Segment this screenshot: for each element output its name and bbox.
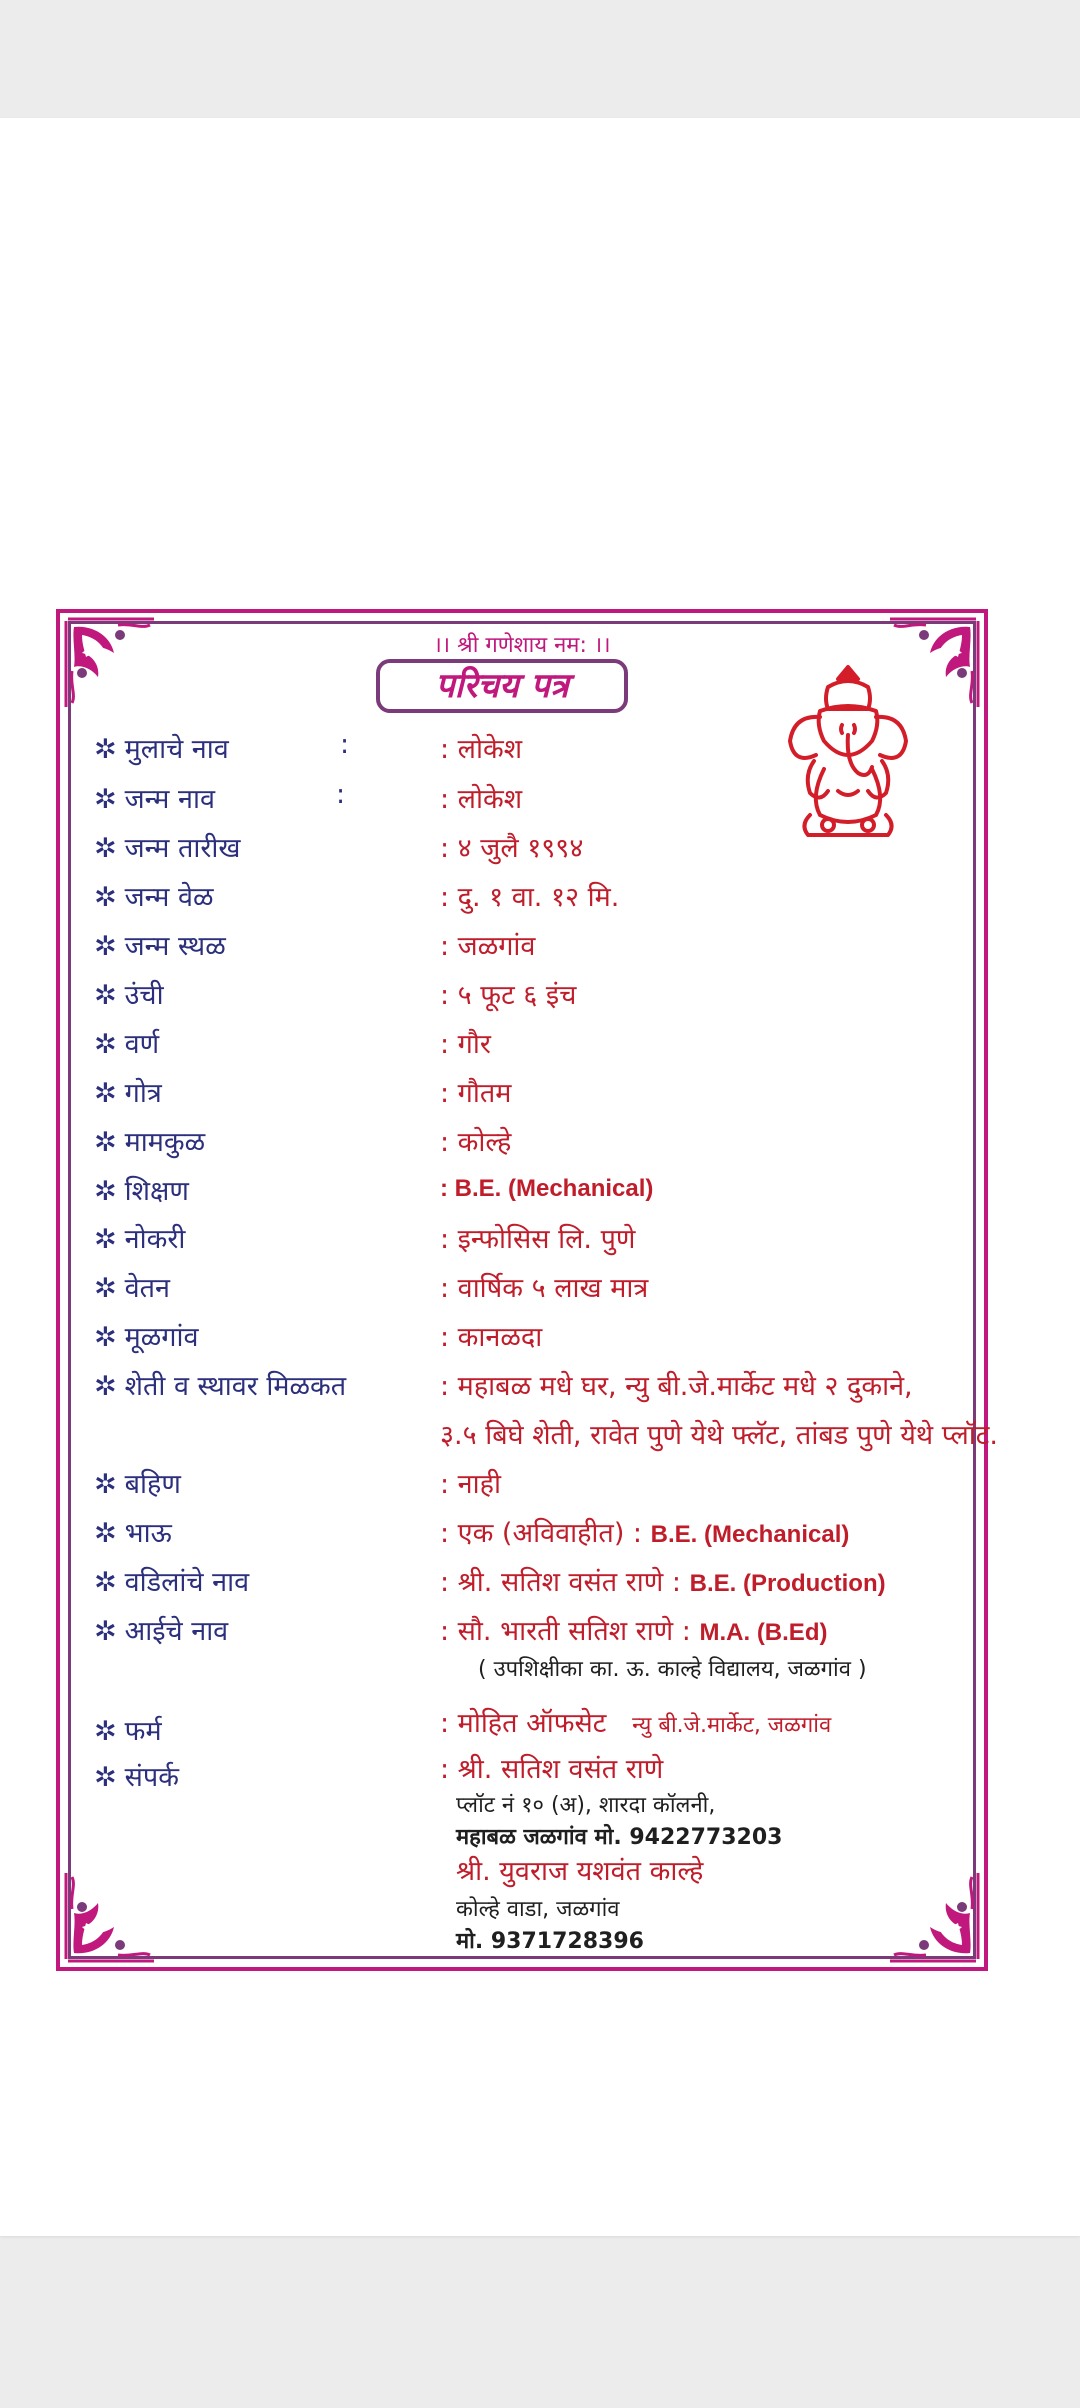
field-label: आईचे नाव bbox=[124, 1616, 229, 1647]
star-icon: ✲ bbox=[94, 1127, 117, 1158]
star-icon: ✲ bbox=[94, 882, 117, 913]
introduction-card bbox=[56, 609, 998, 1971]
property-line-1: : महाबळ मधे घर, न्यु बी.जे.मार्केट मधे २ दुकाने, bbox=[440, 1371, 913, 1402]
field-label: वडिलांचे नाव bbox=[124, 1567, 250, 1598]
contact-name-1: : श्री. सतिश वसंत राणे bbox=[440, 1754, 664, 1785]
fleur-corner-icon bbox=[886, 1869, 982, 1965]
firm-name: : मोहित ऑफसेट bbox=[440, 1708, 607, 1739]
field-value: : दु. १ वा. १२ मि. bbox=[440, 882, 620, 913]
label-colon: : bbox=[340, 729, 350, 760]
field-label: उंची bbox=[124, 980, 164, 1011]
field-label: फर्म bbox=[124, 1716, 162, 1747]
star-icon: ✲ bbox=[94, 1078, 117, 1109]
field-label: नोकरी bbox=[124, 1224, 186, 1255]
field-value bbox=[440, 1513, 849, 1550]
field-value: : ५ फूट ६ इंच bbox=[440, 980, 577, 1011]
field-label: जन्म स्थळ bbox=[124, 931, 226, 962]
field-value-qualification: B.E. (Production) bbox=[689, 1570, 886, 1597]
field-label: वेतन bbox=[124, 1273, 171, 1304]
field-value: : लोकेश bbox=[440, 734, 523, 765]
star-icon: ✲ bbox=[94, 1371, 117, 1402]
field-value-text: : सौ. भारती सतिश राणे : bbox=[440, 1616, 691, 1647]
property-line-2: ३.५ बिघे शेती, रावेत पुणे येथे फ्लॅट, तांबड पुणे येथे प्लॉट. bbox=[440, 1420, 998, 1451]
contact-address-3: कोल्हे वाडा, जळगांव bbox=[456, 1897, 620, 1922]
star-icon: ✲ bbox=[94, 1762, 117, 1793]
star-icon: ✲ bbox=[94, 1567, 117, 1598]
label-colon: : bbox=[336, 779, 346, 810]
star-icon: ✲ bbox=[94, 980, 117, 1011]
field-label: मूळगांव bbox=[124, 1322, 199, 1353]
firm-address: न्यु बी.जे.मार्केट, जळगांव bbox=[632, 1713, 832, 1738]
star-icon: ✲ bbox=[94, 1322, 117, 1353]
star-icon: ✲ bbox=[94, 931, 117, 962]
field-label: शेती व स्थावर मिळकत bbox=[124, 1371, 347, 1402]
contact-name-2: श्री. युवराज यशवंत काल्हे bbox=[456, 1856, 704, 1887]
field-label: शिक्षण bbox=[124, 1176, 189, 1207]
field-label: जन्म नाव bbox=[124, 784, 215, 815]
fleur-corner-icon bbox=[62, 1869, 158, 1965]
field-value: : वार्षिक ५ लाख मात्र bbox=[440, 1273, 649, 1304]
field-value: : नाही bbox=[440, 1469, 501, 1500]
field-label: संपर्क bbox=[124, 1762, 179, 1793]
star-icon: ✲ bbox=[94, 1716, 117, 1747]
star-icon: ✲ bbox=[94, 1518, 117, 1549]
contact-address-2: महाबळ जळगांव मो. 9422773203 bbox=[456, 1825, 783, 1850]
field-value: : ४ जुलै १९९४ bbox=[440, 833, 584, 864]
page-title: परिचय पत्र bbox=[376, 659, 628, 713]
field-label: मुलाचे नाव bbox=[124, 734, 229, 765]
star-icon: ✲ bbox=[94, 1029, 117, 1060]
field-value: : लोकेश bbox=[440, 784, 523, 815]
field-value-text: : श्री. सतिश वसंत राणे : bbox=[440, 1567, 682, 1598]
field-value: : B.E. (Mechanical) bbox=[440, 1175, 654, 1202]
field-value: : गौतम bbox=[440, 1078, 512, 1109]
contact-phone-2: मो. 9371728396 bbox=[456, 1929, 644, 1954]
field-value: : जळगांव bbox=[440, 931, 536, 962]
field-value-text: : एक (अविवाहीत) : bbox=[440, 1518, 643, 1549]
field-value: : कोल्हे bbox=[440, 1127, 512, 1158]
field-value-qualification: M.A. (B.Ed) bbox=[699, 1619, 828, 1646]
field-label: बहिण bbox=[124, 1469, 181, 1500]
field-label: वर्ण bbox=[124, 1029, 160, 1060]
invocation-text: ।। श्री गणेशाय नम: ।। bbox=[433, 633, 611, 658]
star-icon: ✲ bbox=[94, 734, 117, 765]
star-icon: ✲ bbox=[94, 1616, 117, 1647]
field-label: गोत्र bbox=[124, 1078, 162, 1109]
field-label: जन्म वेळ bbox=[124, 882, 214, 913]
field-value: : इन्फोसिस लि. पुणे bbox=[440, 1224, 636, 1255]
contact-address-1: प्लॉट नं १० (अ), शारदा कॉलनी, bbox=[456, 1793, 716, 1818]
ganesha-icon bbox=[780, 665, 916, 841]
star-icon: ✲ bbox=[94, 1224, 117, 1255]
star-icon: ✲ bbox=[94, 1273, 117, 1304]
field-label: मामकुळ bbox=[124, 1127, 206, 1158]
field-value bbox=[440, 1611, 827, 1648]
field-value: : कानळदा bbox=[440, 1322, 543, 1353]
field-label: जन्म तारीख bbox=[124, 833, 241, 864]
field-value-qualification: B.E. (Mechanical) bbox=[650, 1521, 850, 1548]
star-icon: ✲ bbox=[94, 784, 117, 815]
field-value bbox=[440, 1703, 831, 1740]
document-page bbox=[0, 118, 1080, 2236]
field-value: : गौर bbox=[440, 1029, 491, 1060]
star-icon: ✲ bbox=[94, 833, 117, 864]
field-value bbox=[440, 1562, 886, 1599]
star-icon: ✲ bbox=[94, 1469, 117, 1500]
star-icon: ✲ bbox=[94, 1176, 117, 1207]
field-label: भाऊ bbox=[124, 1518, 172, 1549]
mother-occupation-note: ( उपशिक्षीका का. ऊ. काल्हे विद्यालय, जळगांव ) bbox=[478, 1657, 867, 1682]
